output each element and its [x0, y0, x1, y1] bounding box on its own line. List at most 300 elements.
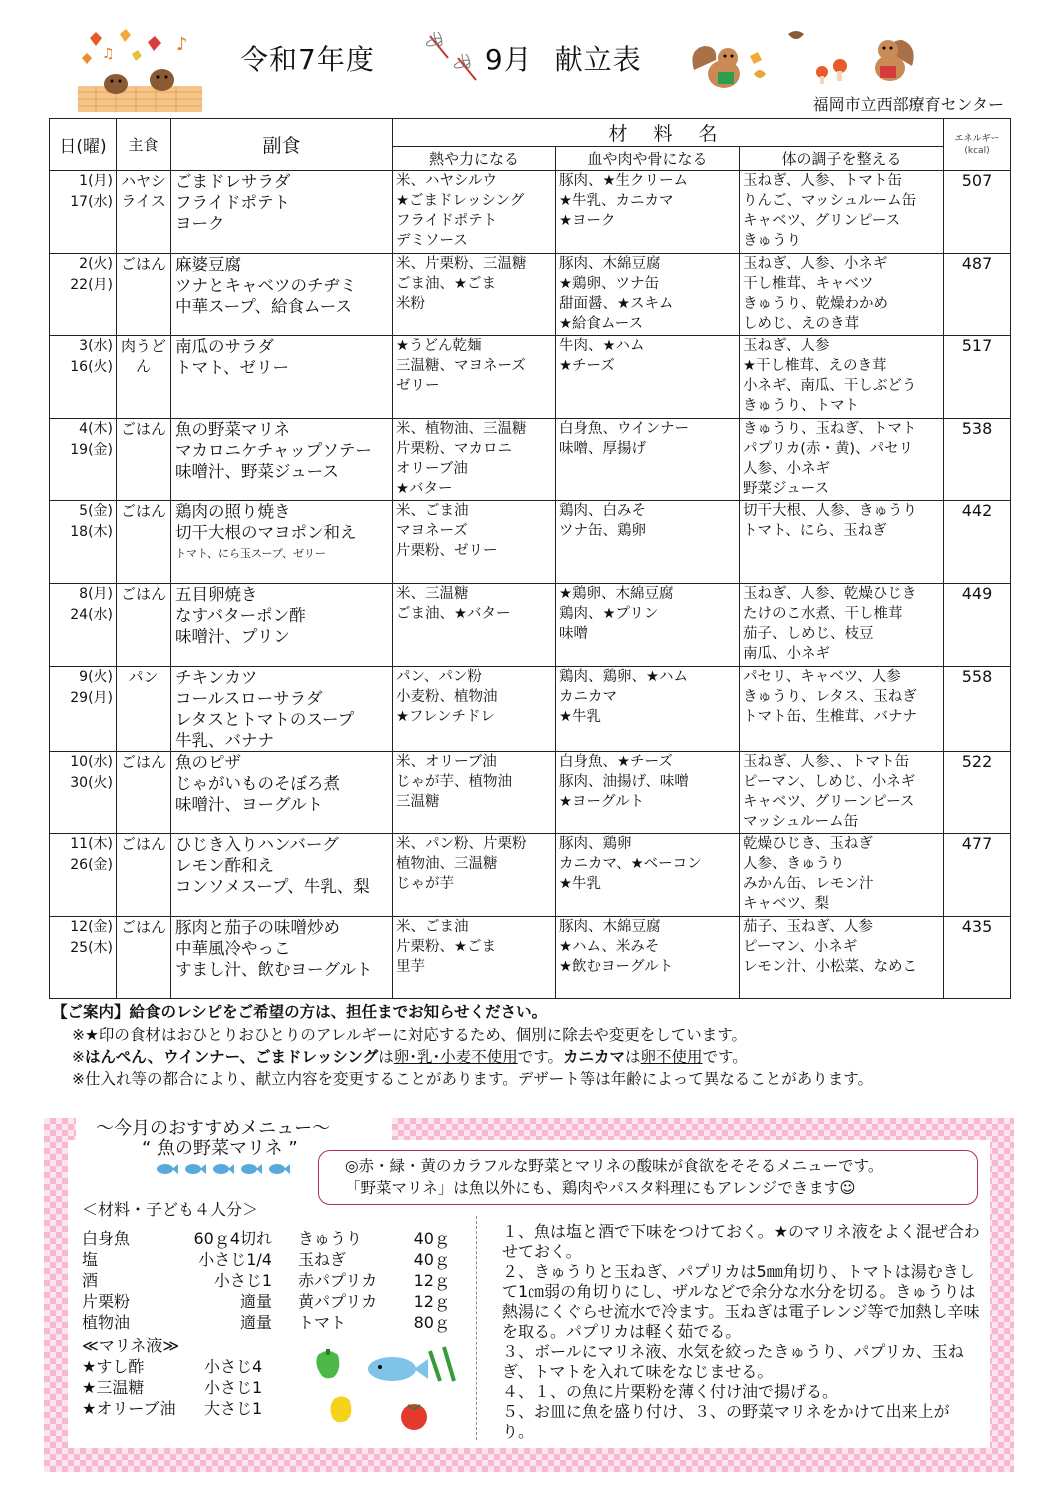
main-dish-cell: [117, 916, 171, 999]
ingredient-row: [82, 1291, 450, 1312]
blood-ingredients-cell: [556, 418, 740, 501]
ingredient-line: ★干し椎茸、えのき茸: [743, 358, 887, 375]
ingredient-name: 赤パプリカ: [298, 1271, 378, 1290]
ingredient-line: 人参、きゅうり: [743, 856, 845, 873]
ingredient-line: きゅうり、乾燥わかめ: [743, 295, 888, 312]
day-cell: [50, 583, 117, 666]
day-cell: [50, 666, 117, 751]
recipe-step: １、魚は塩と酒で下味をつけておく。★のマリネ液をよく混ぜ合わせておく。: [502, 1222, 980, 1261]
day-label: 8(月): [79, 585, 113, 602]
ingredient-line: 玉ねぎ、人参: [743, 338, 830, 355]
side-dish-cell: [171, 501, 393, 584]
side-dish-cell: [171, 751, 393, 834]
heat-ingredients-cell: [393, 583, 556, 666]
ingredient-quantity: 80ｇ: [413, 1313, 450, 1332]
ingredient-line: 三温糖、マヨネーズ: [396, 358, 526, 375]
description-line-1: ◎赤・緑・黄のカラフルな野菜とマリネの酸味が食欲をそそるメニューです。: [345, 1157, 884, 1175]
ingredient-line: 鶏肉、白みそ: [559, 503, 646, 520]
table-row: [50, 751, 1011, 834]
blood-ingredients-cell: [556, 666, 740, 751]
body-ingredients-cell: [740, 501, 944, 584]
blood-ingredients-cell: [556, 834, 740, 917]
ingredient-line: 鶏肉、★プリン: [559, 605, 659, 622]
center-name: 福岡市立西部療育センター: [812, 95, 1004, 114]
heat-ingredients-cell: [393, 751, 556, 834]
side-dish-line: 中華風冷やっこ: [175, 938, 291, 958]
heat-ingredients-cell: [393, 666, 556, 751]
table-row: [50, 666, 1011, 751]
ingredient-line: レモン汁、小松菜、なめこ: [743, 958, 917, 975]
recipe-divider: [476, 1216, 477, 1440]
ingredient-line: 豚肉、木綿豆腐: [559, 255, 661, 272]
notes: [52, 1000, 1012, 1090]
marinade-row: [82, 1398, 262, 1419]
body-ingredients-cell: [740, 666, 944, 751]
day-cell: [50, 336, 117, 419]
ingredient-line: 人参、小ネギ: [743, 460, 830, 477]
ingredient-line: ★ヨーグルト: [559, 793, 645, 810]
ingredient-line: 里芋: [396, 958, 425, 975]
side-dish-line: ごまドレサラダ: [175, 172, 291, 191]
ingredient-line: 米、ごま油: [396, 918, 469, 935]
main-dish-cell: [117, 171, 171, 254]
ingredient-line: きゅうり、レタス、玉ねぎ: [743, 688, 917, 705]
ingredient-line: キャベツ、グリンピース: [743, 213, 901, 229]
change-note: ※仕入れ等の都合により、献立内容を変更することがあります。デザート等は年齢によって異なることがあります。: [72, 1070, 874, 1088]
day-label: 4(木): [79, 420, 113, 437]
table-row: [50, 583, 1011, 666]
main-dish-cell: [117, 418, 171, 501]
ingredient-line: パプリカ(赤・黄)、パセリ: [743, 440, 914, 457]
ingredient-quantity: 適量: [239, 1292, 272, 1311]
day-label: 19(金): [70, 441, 113, 458]
side-dish-cell: [171, 666, 393, 751]
ingredient-row: [82, 1312, 450, 1333]
body-ingredients-cell: [740, 336, 944, 419]
heat-ingredients-cell: [393, 171, 556, 254]
egg-free-label: 卵不使用: [640, 1048, 703, 1066]
recipe-steps: [502, 1222, 980, 1442]
vegetables-illustration-icon: [310, 1345, 470, 1435]
day-cell: [50, 171, 117, 254]
table-row: [50, 336, 1011, 419]
side-dish-line: フライドポテト: [175, 193, 291, 212]
ingredient-line: ★フレンチドレ: [396, 708, 496, 725]
main-dish-cell: [117, 501, 171, 584]
body-ingredients-cell: [740, 253, 944, 336]
ingredient-line: 植物油、三温糖: [396, 856, 498, 873]
ingredients-heading: ＜材料・子ども４人分＞: [82, 1200, 259, 1219]
day-label: 1(月): [79, 173, 113, 189]
ingredient-line: 南瓜、小ネギ: [743, 645, 830, 662]
header-side-dish: 副食: [171, 119, 393, 171]
side-dish-line: 切干大根のマヨポン和え: [175, 523, 357, 543]
side-dish-line: ひじき入りハンバーグ: [175, 835, 339, 855]
ingredient-row: [82, 1228, 450, 1249]
day-cell: [50, 751, 117, 834]
ingredient-line: 米、片栗粉、三温糖: [396, 255, 527, 272]
ingredient-name: 塩: [82, 1250, 99, 1269]
side-dish-line: すまし汁、飲むヨーグルト: [175, 959, 373, 979]
recipe-description: [318, 1150, 978, 1205]
table-row: [50, 501, 1011, 584]
main-dish-line: パン: [128, 667, 159, 686]
note-text: は: [378, 1048, 394, 1066]
main-dish-cell: [117, 336, 171, 419]
header-energy: [944, 119, 1011, 171]
ingredient-line: たけのこ水煮、干し椎茸: [743, 605, 903, 622]
side-dish-line: ツナとキャベツのチヂミ: [175, 275, 357, 295]
ingredient-line: ★鶏卵、木綿豆腐: [559, 585, 674, 602]
ingredient-line: パン、パン粉: [396, 668, 482, 685]
recommended-menu-title: ～今月のおすすめメニュー～: [96, 1118, 331, 1139]
ingredient-quantity: 12ｇ: [413, 1271, 450, 1290]
marinade-row: [82, 1356, 262, 1377]
main-dish-line: ん: [135, 357, 151, 376]
body-ingredients-cell: [740, 171, 944, 254]
marinade-name: ★三温糖: [82, 1378, 145, 1397]
ingredient-line: ★牛乳、カニカマ: [559, 193, 674, 209]
side-dish-line: レタスとトマトのスープ: [175, 709, 355, 729]
side-dish-line: レモン酢和え: [175, 856, 274, 876]
fiscal-year: 令和7年度: [240, 43, 375, 76]
ingredient-name: 酒: [82, 1271, 99, 1290]
day-label: 16(火): [70, 359, 113, 376]
ingredient-name: 植物油: [82, 1313, 131, 1332]
day-cell: [50, 418, 117, 501]
side-dish-cell: [171, 171, 393, 254]
side-dish-line: トマト、ゼリー: [175, 358, 290, 378]
side-dish-line: 味噌汁、野菜ジュース: [175, 461, 339, 481]
ingredient-line: きゅうり: [743, 233, 801, 249]
heat-ingredients-cell: [393, 418, 556, 501]
table-row: [50, 253, 1011, 336]
energy-cell: 522: [944, 751, 1011, 834]
ingredient-quantity: 小さじ1: [213, 1271, 272, 1290]
fish-icon: [184, 1163, 206, 1175]
ingredient-line: 米、パン粉、片栗粉: [396, 836, 527, 853]
marinade-name: ★オリーブ油: [82, 1399, 176, 1418]
table-row: [50, 171, 1011, 254]
side-dish-cell: [171, 583, 393, 666]
ingredient-line: 牛肉、★ハム: [559, 338, 645, 355]
body-ingredients-cell: [740, 834, 944, 917]
ingredient-line: デミソース: [396, 233, 468, 249]
day-label: 30(火): [70, 774, 113, 791]
ingredient-line: 味噌: [559, 625, 588, 642]
ingredient-quantity: 40ｇ: [413, 1250, 450, 1269]
recipe-step: ２、きゅうりと玉ねぎ、パプリカは5㎜角切り、トマトは湯むきして1㎝弱の角切りにし、ザルなどで余分な水分を切る。きゅうりは熱湯にくぐらせ流水で冷ます。玉ねぎは電子レンジ等で加熱し辛味を取る。パプリカは軽く茹でる。: [502, 1262, 980, 1341]
ingredient-line: 茄子、玉ねぎ、人参: [743, 918, 873, 935]
ingredient-line: ピーマン、しめじ、小ネギ: [743, 773, 916, 790]
blood-ingredients-cell: [556, 751, 740, 834]
day-cell: [50, 834, 117, 917]
ingredient-line: 乾燥ひじき、玉ねぎ: [743, 836, 873, 853]
day-cell: [50, 916, 117, 999]
ingredient-quantity: 40ｇ: [413, 1229, 450, 1248]
body-ingredients-cell: [740, 418, 944, 501]
note-text: は: [625, 1048, 641, 1066]
day-label: 9(火): [79, 668, 113, 685]
energy-cell: 477: [944, 834, 1011, 917]
marinade-list: [82, 1335, 262, 1419]
ingredient-line: トマト、にら、玉ねぎ: [743, 523, 887, 540]
table-row: [50, 916, 1011, 999]
heat-ingredients-cell: [393, 501, 556, 584]
fish-icon: [240, 1163, 262, 1175]
ingredient-line: 豚肉、木綿豆腐: [559, 918, 661, 935]
ingredient-line: マヨネーズ: [396, 523, 468, 540]
ingredient-line: 三温糖: [396, 793, 440, 810]
ingredient-line: ゼリー: [396, 378, 440, 395]
main-dish-cell: [117, 834, 171, 917]
energy-cell: 538: [944, 418, 1011, 501]
side-dish-line: 魚の野菜マリネ: [175, 419, 291, 439]
ingredient-line: じゃが芋: [396, 876, 454, 893]
day-label: 5(金): [79, 503, 113, 520]
ingredient-line: カニカマ: [559, 688, 617, 705]
blood-ingredients-cell: [556, 336, 740, 419]
ingredient-line: 米、オリーブ油: [396, 753, 497, 770]
ingredient-line: 片栗粉、マカロニ: [396, 440, 512, 457]
ingredient-name: 玉ねぎ: [298, 1250, 347, 1269]
ingredient-quantity: 小さじ1/4: [198, 1250, 272, 1269]
heat-ingredients-cell: [393, 253, 556, 336]
blood-ingredients-cell: [556, 583, 740, 666]
fish-icon: [212, 1163, 234, 1175]
day-cell: [50, 253, 117, 336]
ingredient-line: 米、ごま油: [396, 503, 469, 520]
ingredient-line: マッシュルーム缶: [743, 813, 859, 830]
side-dish-line: ヨーク: [175, 214, 225, 233]
note-mark: ※: [72, 1048, 85, 1066]
recipe-step: ３、ボールにマリネ液、水気を絞ったきゅうり、パプリカ、玉ねぎ、トマトを入れて味をなじませる。: [502, 1342, 964, 1381]
header-energy-unit: (kcal): [964, 145, 990, 156]
body-ingredients-cell: [740, 916, 944, 999]
ingredient-line: ごま油、★ごま: [396, 275, 496, 292]
main-dish-line: ごはん: [120, 419, 166, 438]
side-dish-line: 南瓜のサラダ: [175, 337, 274, 357]
side-dish-cell: [171, 916, 393, 999]
ingredient-line: トマト缶、生椎茸、バナナ: [743, 708, 917, 725]
ingredient-line: 白身魚、★チーズ: [559, 753, 673, 770]
ingredient-line: 甜面醤、★スキム: [559, 295, 674, 312]
allergen-free-note: [52, 1046, 1012, 1068]
description-line-2: 「野菜マリネ」は魚以外にも、鶏肉やパスタ料理にもアレンジできます☺: [345, 1179, 856, 1197]
ingredient-name: きゅうり: [298, 1229, 363, 1248]
ingredient-line: 玉ねぎ、人参、、トマト缶: [743, 753, 910, 770]
energy-cell: 487: [944, 253, 1011, 336]
side-dish-line: 五目卵焼き: [175, 584, 258, 604]
side-dish-line: コールスローサラダ: [175, 688, 323, 708]
side-dish-line: コンソメスープ、牛乳、梨: [175, 877, 370, 897]
main-dish-line: ごはん: [120, 917, 166, 936]
main-dish-line: ライス: [121, 192, 166, 210]
energy-cell: 517: [944, 336, 1011, 419]
energy-cell: 442: [944, 501, 1011, 584]
blood-ingredients-cell: [556, 916, 740, 999]
day-label: 3(水): [79, 338, 113, 355]
main-dish-line: ごはん: [120, 254, 166, 273]
energy-cell: 449: [944, 583, 1011, 666]
main-dish-line: 肉うど: [120, 337, 166, 356]
ingredient-line: 玉ねぎ、人参、トマト缶: [743, 173, 902, 189]
ingredient-name: 白身魚: [82, 1229, 131, 1248]
ingredient-line: きゅうり、トマト: [743, 398, 859, 415]
main-dish-cell: [117, 253, 171, 336]
blood-ingredients-cell: [556, 501, 740, 584]
note-text: です。: [517, 1048, 563, 1066]
ingredients-list: [82, 1228, 450, 1333]
fish-icon: [156, 1163, 178, 1175]
ingredient-line: パセリ、キャベツ、人参: [743, 668, 901, 685]
heat-ingredients-cell: [393, 916, 556, 999]
ingredient-line: ★バター: [396, 480, 453, 497]
ingredient-line: ★ハム、米みそ: [559, 938, 660, 955]
body-ingredients-cell: [740, 751, 944, 834]
side-dish-line: 味噌汁、プリン: [175, 626, 290, 646]
ingredient-line: しめじ、えのき茸: [743, 315, 859, 332]
marinade-row: [82, 1377, 262, 1398]
ingredient-line: ピーマン、小ネギ: [743, 938, 858, 955]
energy-cell: 435: [944, 916, 1011, 999]
ingredient-line: ★鶏卵、ツナ缶: [559, 275, 659, 292]
ingredient-quantity: 60ｇ4切れ: [193, 1229, 272, 1248]
ingredient-line: 玉ねぎ、人参、乾燥ひじき: [743, 585, 917, 602]
svg-text:♪: ♪: [176, 34, 188, 55]
marinade-quantity: 小さじ1: [204, 1378, 263, 1397]
note-text: です。: [702, 1048, 748, 1066]
ingredient-line: カニカマ、★ベーコン: [559, 856, 702, 873]
day-label: 24(水): [70, 606, 113, 623]
ingredient-name: 黄パプリカ: [298, 1292, 378, 1311]
day-label: 10(水): [70, 753, 113, 770]
blood-ingredients-cell: [556, 171, 740, 254]
marinade-quantity: 小さじ4: [204, 1357, 263, 1376]
side-dish-cell: [171, 253, 393, 336]
ingredient-name: トマト: [298, 1313, 347, 1332]
ingredient-line: ★飲むヨーグルト: [559, 958, 674, 975]
body-ingredients-cell: [740, 583, 944, 666]
allergen-free-label: 卵･乳･小麦不使用: [393, 1048, 518, 1066]
autumn-picnic-illustration-icon: [76, 28, 206, 114]
recipe-step: ５、お皿に魚を盛り付け、３、の野菜マリネをかけて出来上がり。: [502, 1402, 950, 1441]
ingredient-line: 白身魚、ウインナー: [559, 420, 690, 437]
ingredient-row: [82, 1270, 450, 1291]
ingredient-quantity: 適量: [239, 1313, 272, 1332]
ingredient-line: 片栗粉、ゼリー: [396, 543, 498, 560]
ingredient-line: 鶏肉、鶏卵、★ハム: [559, 668, 688, 685]
ingredient-line: ★ごまドレッシング: [396, 193, 525, 209]
ingredient-line: 豚肉、★生クリーム: [559, 173, 688, 189]
ingredient-line: キャベツ、梨: [743, 896, 829, 913]
ingredient-line: 野菜ジュース: [743, 480, 829, 497]
side-dish-line: 中華スープ、給食ムース: [175, 296, 352, 316]
ingredient-line: ★牛乳: [559, 876, 601, 893]
table-row: [50, 418, 1011, 501]
ingredient-line: 米、植物油、三温糖: [396, 420, 527, 437]
ingredient-line: 玉ねぎ、人参、小ネギ: [743, 255, 888, 272]
header-energy-label: エネルギー: [954, 133, 1000, 144]
header-blood-bone: 血や肉や骨になる: [556, 147, 740, 171]
blood-ingredients-cell: [556, 253, 740, 336]
day-label: 25(木): [70, 939, 113, 956]
day-label: 11(木): [70, 836, 113, 853]
ingredient-line: 豚肉、油揚げ、味噌: [559, 773, 689, 790]
ingredient-line: 米粉: [396, 295, 425, 312]
ingredient-line: 片栗粉、★ごま: [396, 938, 496, 955]
header-body-condition: 体の調子を整える: [740, 147, 944, 171]
day-label: 17(水): [70, 194, 113, 210]
side-dish-line: マカロニケチャップソテー: [175, 440, 372, 460]
main-dish-cell: [117, 751, 171, 834]
ingredient-line: オリーブ油: [396, 460, 468, 477]
ingredient-line: 米、三温糖: [396, 585, 469, 602]
side-dish-line: 魚のピザ: [175, 752, 241, 772]
day-label: 29(月): [70, 689, 113, 706]
day-label: 26(金): [70, 857, 113, 874]
main-dish-cell: [117, 583, 171, 666]
allergy-note: ※★印の食材はおひとりおひとりのアレルギーに対応するため、個別に除去や変更をしています。: [72, 1026, 748, 1044]
recipe-guide-note: 【ご案内】給食のレシピをご希望の方は、担任までお知らせください。: [52, 1003, 548, 1021]
energy-cell: 558: [944, 666, 1011, 751]
ingredient-line: ごま油、★バター: [396, 605, 511, 622]
ingredient-line: 米、ハヤシルウ: [396, 173, 497, 189]
heat-ingredients-cell: [393, 336, 556, 419]
side-dish-line: 鶏肉の照り焼き: [175, 502, 291, 522]
side-dish-line: 麻婆豆腐: [175, 254, 241, 274]
side-dish-line: 味噌汁、ヨーグルト: [175, 794, 324, 814]
side-dish-line: チキンカツ: [175, 667, 258, 687]
ingredient-line: 小ネギ、南瓜、干しぶどう: [743, 378, 917, 395]
ingredient-line: 切干大根、人参、きゅうり: [743, 503, 917, 520]
header-day: 日(曜): [50, 119, 117, 171]
ingredient-line: ★チーズ: [559, 358, 615, 375]
energy-cell: 507: [944, 171, 1011, 254]
main-dish-line: ごはん: [120, 835, 166, 854]
month: 9月: [484, 43, 533, 76]
ingredient-line: ★うどん乾麺: [396, 338, 482, 355]
ingredient-line: みかん缶、レモン汁: [743, 876, 874, 893]
main-dish-line: ごはん: [120, 752, 166, 771]
main-dish-line: ごはん: [120, 502, 166, 521]
menu-title: 献立表: [554, 43, 642, 76]
page-title: [240, 38, 642, 78]
header-materials: 材 料 名: [393, 119, 944, 147]
egg-free-item: カニカマ: [562, 1048, 625, 1066]
main-dish-line: ごはん: [120, 584, 166, 603]
recipe-step: ４、１、の魚に片栗粉を薄く付け油で揚げる。: [502, 1382, 839, 1401]
fish-decoration: [156, 1163, 290, 1175]
table-row: [50, 834, 1011, 917]
ingredient-line: 干し椎茸、キャベツ: [743, 275, 874, 292]
ingredient-line: ★給食ムース: [559, 315, 644, 332]
heat-ingredients-cell: [393, 834, 556, 917]
header: [0, 0, 1058, 118]
ingredient-line: じゃが芋、植物油: [396, 773, 512, 790]
ingredient-row: [82, 1249, 450, 1270]
marinade-name: ★すし酢: [82, 1357, 145, 1376]
ingredient-line: ★牛乳: [559, 708, 601, 725]
side-dish-line: なすバターポン酢: [175, 605, 306, 625]
header-heat-energy: 熱や力になる: [393, 147, 556, 171]
side-dish-line: トマト、にら玉スープ、ゼリー: [175, 547, 327, 561]
side-dish-line: じゃがいものそぼろ煮: [175, 773, 340, 793]
ingredient-line: 小麦粉、植物油: [396, 688, 498, 705]
side-dish-cell: [171, 834, 393, 917]
side-dish-line: 牛乳、バナナ: [175, 730, 274, 750]
ingredient-line: フライドポテト: [396, 213, 498, 229]
